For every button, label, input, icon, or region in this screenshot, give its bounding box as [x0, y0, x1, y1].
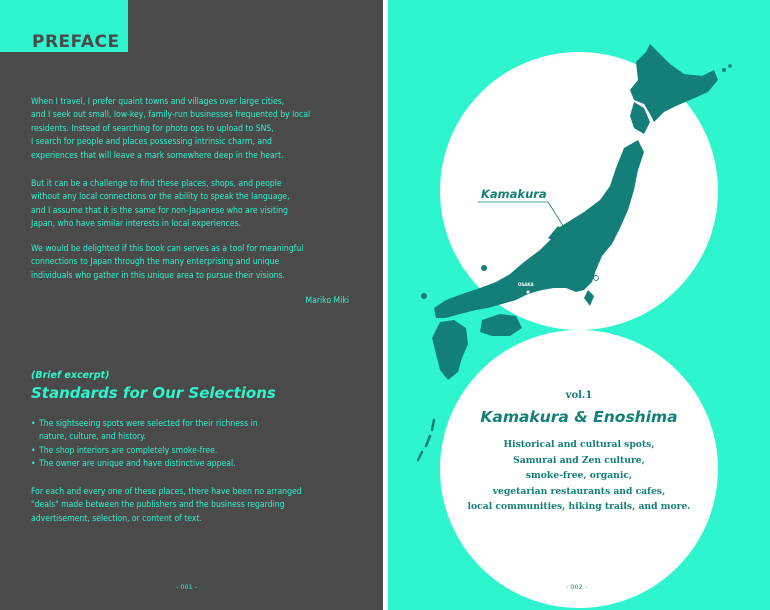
izu-peninsula: [584, 290, 594, 306]
subtitle-line: local communities, hiking trails, and more.: [467, 501, 691, 512]
list-item: [31, 445, 371, 458]
honshu-island: [434, 140, 644, 318]
text-line: • The shop interiors are completely smoke-free.: [39, 445, 218, 456]
japan-map: [388, 0, 770, 610]
excerpt-label: (Brief excerpt): [31, 370, 110, 381]
list-item: [31, 418, 371, 445]
text-line: experiences that will leave a mark somewhere deep in the heart.: [31, 150, 284, 161]
text-line: When I travel, I prefer quaint towns and villages over large cities,: [31, 97, 285, 107]
tsushima-island: [421, 293, 427, 299]
preface-paragraph-3: [31, 243, 371, 283]
text-line: • The sightseeing spots were selected for their richness in: [39, 419, 258, 429]
kamakura-label: Kamakura: [481, 187, 547, 201]
book-title: Kamakura & Enoshima: [480, 408, 678, 426]
text-line: • The owner are unique and have distinctive appeal.: [39, 459, 236, 470]
kurile-dot: [728, 64, 732, 68]
kamakura-marker: [594, 276, 599, 281]
preface-paragraph-2: [31, 178, 371, 232]
text-line: and I seek out small, low-key, family-run businesses frequented by local: [31, 110, 311, 121]
text-line: But it can be a challenge to find these places, shops, and people: [31, 179, 282, 189]
kurile-dot: [722, 68, 726, 72]
osaka-marker: [527, 291, 530, 294]
selection-criteria-list: [31, 418, 371, 472]
osaka-label: OSAKA: [518, 282, 534, 287]
tokyo-label: TOKYO: [598, 263, 614, 268]
right-page: [388, 0, 770, 610]
text-line: without any local connections or the ability to speak the language,: [31, 192, 290, 203]
subtitle-line: vegetarian restaurants and cafes,: [492, 485, 666, 497]
text-line: residents. Instead of searching for photo ops to upload to SNS,: [31, 123, 274, 134]
text-line: "deals" made between the publishers and the business regarding: [31, 500, 285, 511]
list-item: [31, 458, 371, 471]
book-subtitle: [388, 437, 770, 515]
text-line: We would be delighted if this book can serves as a tool for meaningful: [31, 244, 304, 254]
section-title: Standards for Our Selections: [31, 384, 276, 402]
page-number: - 002 -: [566, 583, 588, 591]
text-line: connections to Japan through the many enterprising and unique: [31, 257, 280, 268]
preface-heading: PREFACE: [32, 32, 120, 52]
shikoku-island: [480, 314, 522, 336]
text-line: I search for people and places possessing intrinsic charm, and: [31, 137, 272, 148]
text-line: and I assume that it is the same for non-Japanese who are visiting: [31, 205, 288, 216]
tokyo-marker: [601, 271, 604, 274]
left-page: [0, 0, 383, 610]
volume-label: vol.1: [565, 390, 593, 401]
sado-island: [598, 210, 606, 218]
text-line: Japan, who have similar interests in local experiences.: [31, 219, 242, 230]
text-line: For each and every one of these places, there have been no arranged: [31, 487, 302, 497]
text-line: nature, culture, and history.: [39, 432, 146, 443]
subtitle-line: Historical and cultural spots,: [503, 439, 655, 450]
subtitle-line: smoke-free, organic,: [525, 470, 633, 481]
closing-paragraph: [31, 486, 371, 526]
text-line: individuals who gather in this unique area to pursue their visions.: [31, 270, 285, 281]
oki-island: [481, 265, 487, 271]
preface-paragraph-1: [31, 96, 371, 163]
page-number: - 001 -: [176, 583, 198, 591]
text-line: advertisement, selection, or content of text.: [31, 513, 202, 524]
kyushu-island: [432, 320, 468, 380]
author-signature: Mariko Miki: [305, 296, 349, 306]
subtitle-line: Samurai and Zen culture,: [513, 454, 645, 466]
